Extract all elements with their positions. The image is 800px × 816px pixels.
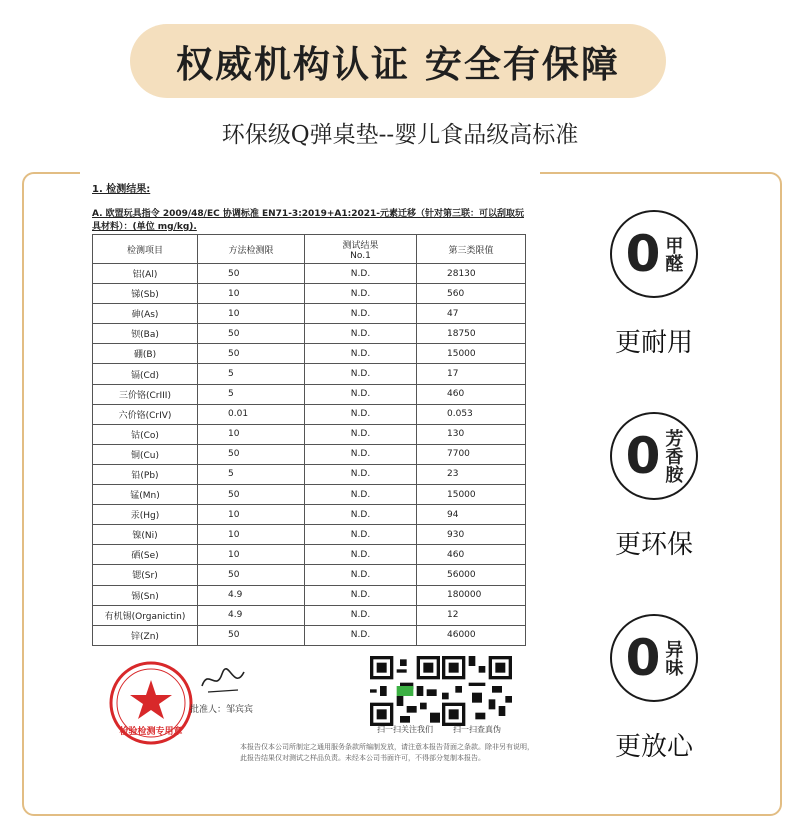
cell-detection-limit: 10 <box>198 304 305 324</box>
col-header-max: 第三类限值 <box>417 235 526 264</box>
table-row <box>93 424 526 444</box>
cell-item: 锑(Sb) <box>93 284 198 304</box>
cell-item: 镉(Cd) <box>93 364 198 384</box>
cell-detection-limit: 50 <box>198 485 305 505</box>
badge-zero: 0 <box>625 427 661 485</box>
table-row <box>93 545 526 565</box>
table-row <box>93 464 526 484</box>
cell-result: N.D. <box>305 605 417 625</box>
cell-max-limit: 56000 <box>417 565 526 585</box>
cell-result: N.D. <box>305 424 417 444</box>
cell-result: N.D. <box>305 404 417 424</box>
cell-max-limit: 930 <box>417 525 526 545</box>
col-header-item: 检测项目 <box>93 235 198 264</box>
cell-max-limit: 28130 <box>417 264 526 284</box>
cell-result: N.D. <box>305 284 417 304</box>
badge-text: 芳香胺 <box>662 429 684 483</box>
cell-result: N.D. <box>305 384 417 404</box>
badge-label: 更耐用 <box>614 328 693 358</box>
cell-item: 铅(Pb) <box>93 464 198 484</box>
cell-detection-limit: 0.01 <box>198 404 305 424</box>
cell-result: N.D. <box>305 304 417 324</box>
table-row <box>93 525 526 545</box>
cell-item: 镍(Ni) <box>93 525 198 545</box>
table-row <box>93 585 526 605</box>
cell-max-limit: 0.053 <box>417 404 526 424</box>
cell-detection-limit: 4.9 <box>198 585 305 605</box>
signer-name: 批准人：邹宾宾 <box>190 705 254 715</box>
cell-detection-limit: 50 <box>198 324 305 344</box>
cell-item: 钴(Co) <box>93 424 198 444</box>
cell-max-limit: 17 <box>417 364 526 384</box>
cell-detection-limit: 50 <box>198 344 305 364</box>
cell-result: N.D. <box>305 324 417 344</box>
report-standard: A. 欧盟玩具指令 2009/48/EC 协调标准 EN71-3:2019+A1:2021-元素迁移（针对第三联：可以刮取玩具材料）：(单位 mg/kg). <box>92 209 524 232</box>
cell-detection-limit: 50 <box>198 565 305 585</box>
table-row <box>93 284 526 304</box>
results-table <box>92 234 526 646</box>
page-subtitle: 环保级Q弹桌垫--婴儿食品级高标准 <box>221 122 579 148</box>
cell-max-limit: 7700 <box>417 444 526 464</box>
cell-result: N.D. <box>305 525 417 545</box>
cell-max-limit: 15000 <box>417 344 526 364</box>
table-row <box>93 444 526 464</box>
table-row <box>93 565 526 585</box>
col-header-result: 测试结果 No.1 <box>305 235 417 264</box>
cell-max-limit: 46000 <box>417 625 526 645</box>
cell-item: 锰(Mn) <box>93 485 198 505</box>
cell-result: N.D. <box>305 565 417 585</box>
table-row <box>93 344 526 364</box>
cell-max-limit: 180000 <box>417 585 526 605</box>
cell-detection-limit: 4.9 <box>198 605 305 625</box>
cell-detection-limit: 10 <box>198 545 305 565</box>
cell-item: 汞(Hg) <box>93 505 198 525</box>
banner-title: 权威机构认证 安全有保障 <box>176 43 620 86</box>
table-row <box>93 384 526 404</box>
cell-item: 砷(As) <box>93 304 198 324</box>
badge-zero: 0 <box>625 225 661 283</box>
cell-result: N.D. <box>305 585 417 605</box>
cell-max-limit: 47 <box>417 304 526 324</box>
official-seal <box>106 658 196 748</box>
signature <box>198 662 248 702</box>
cell-detection-limit: 5 <box>198 464 305 484</box>
zero-badge <box>610 412 698 500</box>
table-row <box>93 304 526 324</box>
cell-item: 有机锡(Organictin) <box>93 605 198 625</box>
table-row <box>93 404 526 424</box>
cell-result: N.D. <box>305 364 417 384</box>
col-header-limit: 方法检测限 <box>198 235 305 264</box>
report-section-title: 1. 检测结果: <box>92 184 151 195</box>
table-row <box>93 485 526 505</box>
report-notice: 本报告仅本公司所制定之通用服务条款所编制发放，请注意本报告背面之条款。除非另有说明，此报告结果仅对测试之样品负责。未经本公司书面许可，不得部分复制本报告。 <box>240 743 534 762</box>
test-report <box>80 172 540 800</box>
cell-detection-limit: 5 <box>198 364 305 384</box>
cell-result: N.D. <box>305 464 417 484</box>
header-banner <box>130 24 666 98</box>
cell-detection-limit: 50 <box>198 264 305 284</box>
cell-result: N.D. <box>305 344 417 364</box>
qr-follow-label: 扫一扫关注我们 <box>377 725 433 734</box>
cell-result: N.D. <box>305 264 417 284</box>
cell-result: N.D. <box>305 485 417 505</box>
cell-detection-limit: 10 <box>198 284 305 304</box>
cell-max-limit: 15000 <box>417 485 526 505</box>
cell-max-limit: 460 <box>417 384 526 404</box>
qr-code-verify[interactable] <box>442 656 512 726</box>
cell-max-limit: 560 <box>417 284 526 304</box>
cell-item: 硒(Se) <box>93 545 198 565</box>
cell-item: 锶(Sr) <box>93 565 198 585</box>
cell-item: 硼(B) <box>93 344 198 364</box>
cell-max-limit: 12 <box>417 605 526 625</box>
zero-badge <box>610 210 698 298</box>
cell-item: 铝(Al) <box>93 264 198 284</box>
table-row <box>93 264 526 284</box>
cell-item: 六价铬(CrIV) <box>93 404 198 424</box>
cell-detection-limit: 10 <box>198 505 305 525</box>
cell-detection-limit: 5 <box>198 384 305 404</box>
cell-max-limit: 23 <box>417 464 526 484</box>
badge-label: 更放心 <box>614 732 693 762</box>
badge-text: 甲醛 <box>662 236 684 272</box>
cell-item: 三价铬(CrIII) <box>93 384 198 404</box>
cell-detection-limit: 50 <box>198 444 305 464</box>
table-row <box>93 364 526 384</box>
cell-max-limit: 130 <box>417 424 526 444</box>
badge-zero: 0 <box>625 629 661 687</box>
badge-label: 更环保 <box>614 530 693 560</box>
seal-text: 检验检测专用章 <box>119 727 183 737</box>
cell-result: N.D. <box>305 505 417 525</box>
cell-detection-limit: 10 <box>198 424 305 444</box>
cell-item: 锌(Zn) <box>93 625 198 645</box>
cell-detection-limit: 10 <box>198 525 305 545</box>
cell-item: 钡(Ba) <box>93 324 198 344</box>
cell-item: 锡(Sn) <box>93 585 198 605</box>
table-row <box>93 605 526 625</box>
cell-result: N.D. <box>305 625 417 645</box>
table-header-row <box>93 235 526 264</box>
cell-item: 铜(Cu) <box>93 444 198 464</box>
table-row <box>93 625 526 645</box>
qr-verify-label: 扫一扫查真伪 <box>453 725 501 734</box>
zero-badge <box>610 614 698 702</box>
cell-result: N.D. <box>305 444 417 464</box>
qr-code-follow[interactable] <box>370 656 440 726</box>
cell-max-limit: 460 <box>417 545 526 565</box>
table-row <box>93 324 526 344</box>
cell-detection-limit: 50 <box>198 625 305 645</box>
cell-max-limit: 18750 <box>417 324 526 344</box>
table-row <box>93 505 526 525</box>
badge-text: 异味 <box>662 640 684 676</box>
cell-max-limit: 94 <box>417 505 526 525</box>
cell-result: N.D. <box>305 545 417 565</box>
